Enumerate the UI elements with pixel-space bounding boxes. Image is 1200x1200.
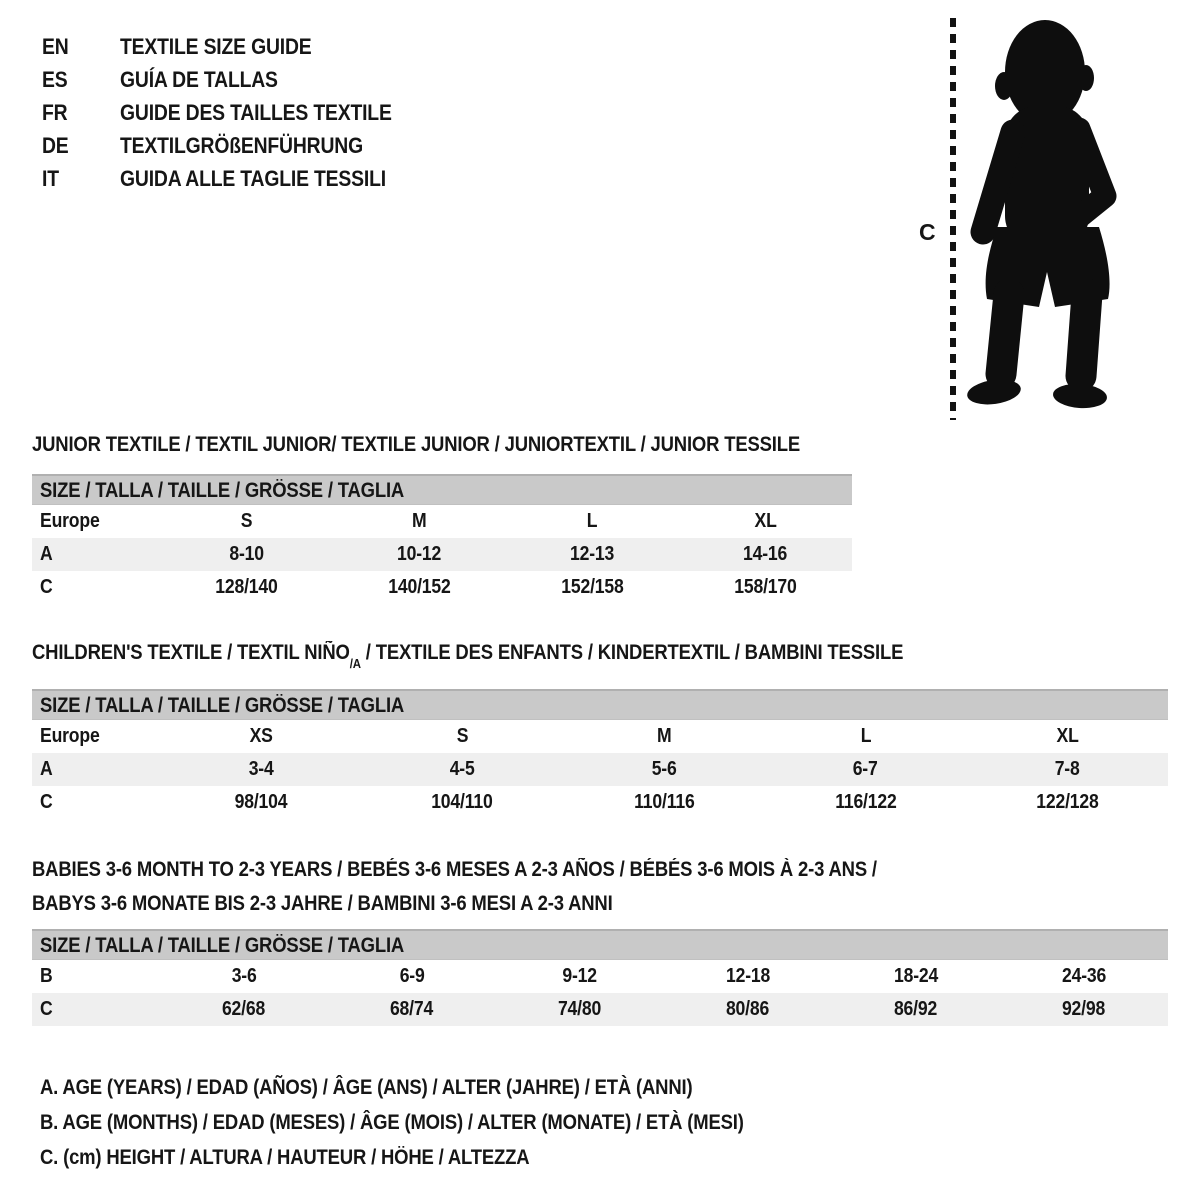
table-cell: 12-13 (570, 543, 615, 565)
table-cell: 140/152 (388, 576, 451, 598)
language-title: GUIDE DES TAILLES TEXTILE (120, 100, 392, 125)
table-cell: 92/98 (1062, 998, 1106, 1021)
row-label-cell: A (40, 543, 53, 565)
table-row (32, 753, 1168, 786)
table-cell: L (860, 725, 871, 748)
table-cell: 80/86 (726, 998, 770, 1021)
row-label-cell: Europe (40, 725, 100, 748)
table-cell: 3-6 (231, 965, 257, 988)
table-cell: 10-12 (397, 543, 442, 565)
table-cell: 18-24 (893, 965, 939, 988)
table-cell: XL (1056, 725, 1079, 748)
table-cell: 74/80 (558, 998, 602, 1021)
table-title: BABYS 3-6 MONATE BIS 2-3 JAHRE / BAMBINI 3-6 MESI A 2-3 ANNI (32, 892, 613, 916)
table-cell: 7-8 (1054, 758, 1080, 781)
language-code: DE (42, 133, 69, 158)
table-cell: M (656, 725, 672, 748)
table-cell: 6-9 (399, 965, 425, 988)
row-label-cell: C (40, 998, 53, 1021)
table-cell: 104/110 (431, 791, 494, 814)
legend-note: A. AGE (YEARS) / EDAD (AÑOS) / ÂGE (ANS) / ALTER (JAHRE) / ETÀ (ANNI) (40, 1076, 693, 1100)
height-measure-label: C (919, 219, 936, 245)
language-row-en (42, 30, 429, 63)
table-cell: M (412, 510, 427, 532)
table-cell: 98/104 (234, 791, 288, 814)
size-table-section-children (32, 640, 1168, 819)
legend-note: C. (cm) HEIGHT / ALTURA / HAUTEUR / HÖHE / ALTEZZA (40, 1146, 530, 1170)
language-title-list (42, 30, 429, 195)
table-row (32, 786, 1168, 819)
table-row (32, 505, 852, 538)
table-title: JUNIOR TEXTILE / TEXTIL JUNIOR/ TEXTILE JUNIOR / JUNIORTEXTIL / JUNIOR TESSILE (32, 433, 801, 456)
row-label-cell: Europe (40, 510, 100, 532)
size-table-section-junior (32, 432, 1168, 604)
table-cell: S (240, 510, 253, 532)
language-row-es (42, 63, 429, 96)
table-cell: L (587, 510, 598, 532)
language-row-fr (42, 96, 429, 129)
table-cell: 110/116 (633, 791, 695, 814)
table-cell: 116/122 (834, 791, 897, 814)
language-row-de (42, 129, 429, 162)
toddler-figure (905, 8, 1167, 428)
size-table-section-babies (32, 853, 1168, 1026)
table-cell: 122/128 (1035, 791, 1099, 814)
language-row-it (42, 162, 429, 195)
table-cell: 14-16 (743, 543, 788, 565)
table-cell: XL (754, 510, 777, 532)
language-title: TEXTILE SIZE GUIDE (120, 34, 312, 59)
size-header-bar: SIZE / TALLA / TAILLE / GRÖSSE / TAGLIA (32, 929, 1168, 960)
table-cell: 4-5 (449, 758, 475, 781)
table-cell: 8-10 (229, 543, 264, 565)
table-row (32, 720, 1168, 753)
table-cell: 12-18 (725, 965, 771, 988)
language-title: TEXTILGRÖßENFÜHRUNG (120, 133, 363, 158)
header-area (0, 0, 1200, 432)
table-row (32, 538, 852, 571)
row-label-cell: C (40, 791, 53, 814)
table-cell: XS (249, 725, 273, 748)
toddler-silhouette-icon (905, 8, 1167, 428)
table-title: BABIES 3-6 MONTH TO 2-3 YEARS / BEBÉS 3-6 MESES A 2-3 AÑOS / BÉBÉS 3-6 MOIS À 2-3 ANS / (32, 858, 877, 882)
table-row (32, 571, 852, 604)
tables (32, 432, 1168, 1026)
table-cell: 152/158 (561, 576, 624, 598)
table-cell: 128/140 (215, 576, 278, 598)
legend-note: B. AGE (MONTHS) / EDAD (MESES) / ÂGE (MOIS) / ALTER (MONATE) / ETÀ (MESI) (40, 1111, 744, 1135)
table-cell: 158/170 (734, 576, 797, 598)
table-cell: 62/68 (222, 998, 266, 1021)
row-label-cell: B (40, 965, 53, 988)
table-cell: 5-6 (651, 758, 677, 781)
size-header-bar: SIZE / TALLA / TAILLE / GRÖSSE / TAGLIA (32, 474, 852, 505)
language-code: IT (42, 166, 59, 191)
language-code: ES (42, 67, 68, 92)
table-cell: 6-7 (853, 758, 879, 781)
language-title: GUÍA DE TALLAS (120, 67, 278, 92)
language-code: EN (42, 34, 69, 59)
size-header-bar: SIZE / TALLA / TAILLE / GRÖSSE / TAGLIA (32, 689, 1168, 720)
table-row (32, 960, 1168, 993)
language-title: GUIDA ALLE TAGLIE TESSILI (120, 166, 386, 191)
table-cell: 9-12 (562, 965, 598, 988)
language-code: FR (42, 100, 68, 125)
table-row (32, 993, 1168, 1026)
table-cell: 86/92 (894, 998, 938, 1021)
table-cell: S (456, 725, 469, 748)
table-cell: 24-36 (1061, 965, 1107, 988)
row-label-cell: A (40, 758, 53, 781)
table-title: CHILDREN'S TEXTILE / TEXTIL $NIÑO_{/A}$ / TEXTILE DES ENFANTS / KINDERTEXTIL / BAMBINI TESSILE (32, 641, 904, 671)
table-cell: 3-4 (248, 758, 274, 781)
legend-notes (40, 1070, 1200, 1175)
row-label-cell: C (40, 576, 53, 598)
table-cell: 68/74 (390, 998, 434, 1021)
